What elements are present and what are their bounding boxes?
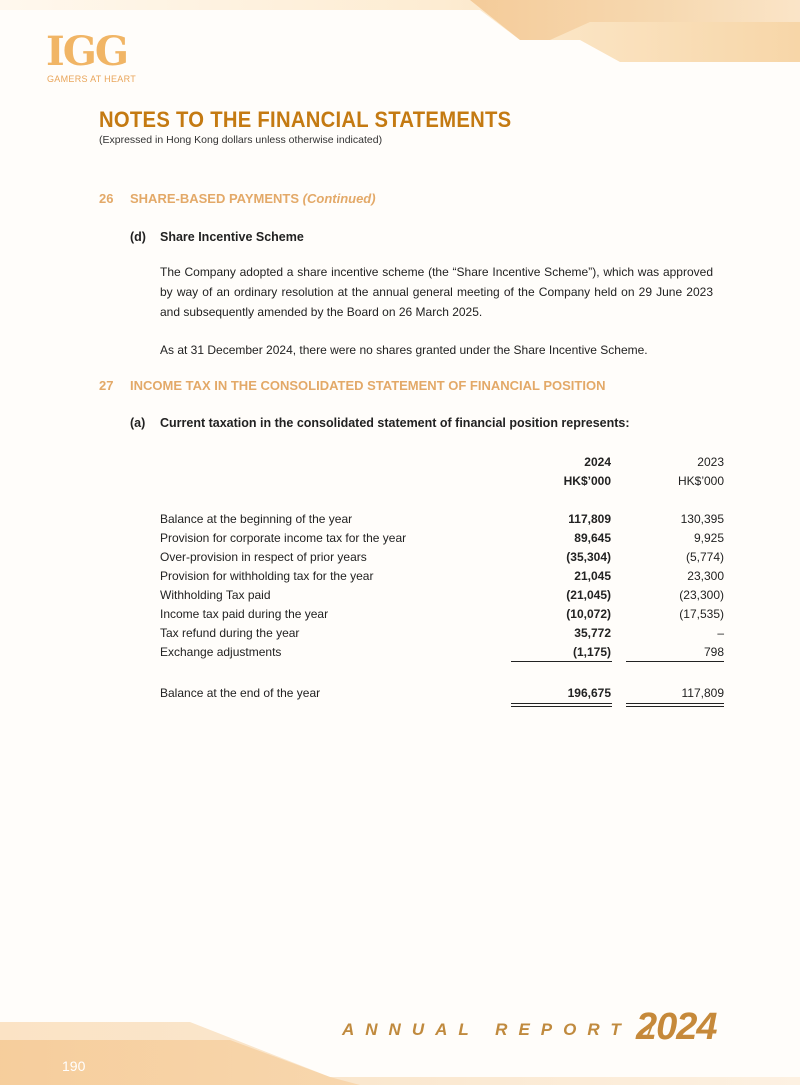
row-label: Balance at the beginning of the year (160, 512, 353, 526)
scheme-status-paragraph: As at 31 December 2024, there were no shares granted under the Share Incentive Scheme. (160, 343, 648, 357)
subsection-a-label: (a) (130, 416, 146, 430)
header-year-2024: 2024 (584, 455, 611, 469)
section-27-title: INCOME TAX IN THE CONSOLIDATED STATEMENT OF FINANCIAL POSITION (130, 378, 606, 393)
row-value-2024: 117,809 (568, 512, 611, 526)
row-value-2024: 21,045 (574, 569, 611, 583)
total-double-rule-2023-a (626, 703, 724, 704)
row-value-2023: 798 (703, 645, 724, 659)
section-27-number: 27 (99, 378, 114, 393)
row-label: Tax refund during the year (160, 626, 300, 640)
row-value-2023: 23,300 (687, 569, 724, 583)
row-label: Provision for corporate income tax for the year (160, 531, 407, 545)
row-value-2024: (1,175) (572, 645, 611, 659)
row-value-2023: (17,535) (679, 607, 724, 621)
row-value-2023: (5,774) (685, 550, 724, 564)
total-value-2023: 117,809 (681, 686, 724, 700)
total-value-2024: 196,675 (567, 686, 611, 700)
row-value-2024: (21,045) (566, 588, 611, 602)
page-subtitle: (Expressed in Hong Kong dollars unless otherwise indicated) (99, 134, 383, 146)
page-title: NOTES TO THE FINANCIAL STATEMENTS (99, 107, 512, 132)
page-number: 190 (62, 1058, 86, 1074)
header-unit-2024: HK$’000 (563, 474, 611, 488)
section-26-number: 26 (99, 191, 114, 206)
section-26-title (130, 191, 376, 206)
logo-mark: IGG (46, 28, 128, 75)
row-label: Withholding Tax paid (160, 588, 271, 602)
footer-decoration-accent (0, 1040, 360, 1085)
row-value-2024: 89,645 (574, 531, 611, 545)
row-label: Income tax paid during the year (160, 607, 329, 621)
header-unit-2023: HK$’000 (677, 474, 724, 488)
header-year-2023: 2023 (697, 455, 724, 469)
subsection-d-title: Share Incentive Scheme (160, 230, 304, 244)
total-double-rule-2023-b (626, 706, 724, 707)
footer-year: 2024 (636, 1006, 717, 1048)
row-value-2023: 9,925 (693, 531, 724, 545)
logo-tagline: GAMERS AT HEART (47, 74, 137, 84)
subtotal-rule-2023 (626, 661, 724, 662)
row-value-2024: 35,772 (574, 626, 611, 640)
total-label: Balance at the end of the year (160, 686, 321, 700)
row-label: Exchange adjustments (160, 645, 282, 659)
subtotal-rule-2024 (511, 661, 612, 662)
row-value-2024: (10,072) (566, 607, 611, 621)
row-value-2023: (23,300) (679, 588, 724, 602)
footer-report-label: ANNUAL REPORT / (342, 1020, 664, 1039)
section-26-continued: (Continued) (302, 191, 376, 206)
row-value-2024: (35,304) (566, 550, 611, 564)
row-value-2023: 130,395 (680, 512, 724, 526)
row-label: Over-provision in respect of prior years (160, 550, 367, 564)
total-double-rule-2024-a (511, 703, 612, 704)
subsection-d-label: (d) (130, 230, 146, 244)
igg-logo (44, 24, 144, 90)
row-value-2023: – (717, 626, 724, 640)
scheme-paragraph: The Company adopted a share incentive scheme (the “Share Incentive Scheme”), which was approved by way of an ordinary resolution at the annual general meeting of the Company held on 29 June 2023 and subsequently amended by the Board on 26 March 2025. (160, 265, 713, 319)
total-double-rule-2024-b (511, 706, 612, 707)
subsection-a-title: Current taxation in the consolidated statement of financial position represents: (160, 416, 630, 430)
row-label: Provision for withholding tax for the year (160, 569, 374, 583)
section-26-title-text: SHARE-BASED PAYMENTS (130, 191, 300, 206)
